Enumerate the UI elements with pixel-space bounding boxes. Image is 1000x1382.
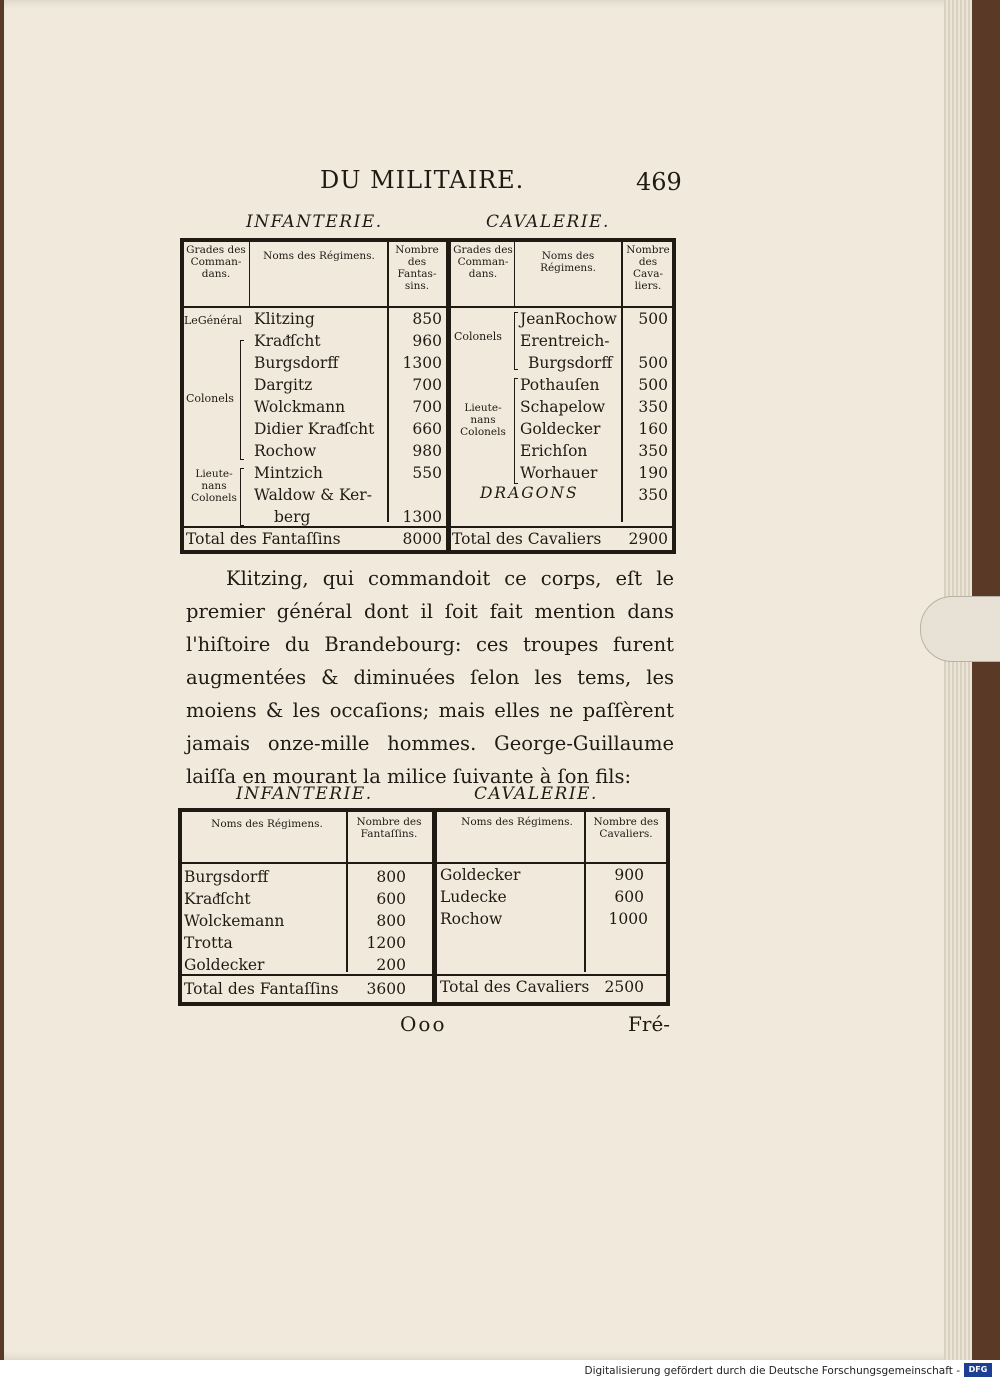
table2-cav-total-value: 2500	[604, 978, 644, 996]
table1-inf-name: Burgsdorff	[254, 354, 339, 372]
table1-inf-brace-lieut	[240, 468, 244, 526]
table1-inf-value: 960	[412, 332, 442, 350]
table2-inf-total-rule	[182, 974, 432, 976]
table1-cav-value: 350	[638, 486, 668, 504]
table2-inf-value: 800	[376, 868, 406, 886]
table1-cav-total-rule	[451, 526, 672, 528]
catchword: Fré-	[628, 1012, 671, 1036]
table1	[180, 238, 676, 554]
table2-inf-value: 600	[376, 890, 406, 908]
table2-inf-total-value: 3600	[366, 980, 406, 998]
table2-inf-header-noms: Noms des Régimens.	[211, 818, 323, 830]
table1-inf-header-noms: Noms des Régimens.	[263, 250, 375, 262]
table1-cav-value: 350	[638, 442, 668, 460]
table1-cav-value: 350	[638, 398, 668, 416]
table1-inf-value: 1300	[402, 508, 442, 526]
table1-cav-total-value: 2900	[628, 530, 668, 548]
table2-header-rule	[182, 862, 666, 864]
table1-inf-name: Kraᵭſcht	[254, 332, 321, 350]
page-edge	[944, 0, 972, 1360]
table1-inf-name: Mintzich	[254, 464, 323, 482]
table1-inf-value: 980	[412, 442, 442, 460]
table2-cav-total-label: Total des Cavaliers	[440, 978, 590, 996]
table1-inf-total-rule	[184, 526, 446, 528]
table2-cav-header-noms: Noms des Régimens.	[461, 816, 573, 828]
footer-credit: Digitalisierung gefördert durch die Deutsche Forschungsgemeinschaft -	[584, 1365, 960, 1377]
table1-cav-total-label: Total des Cavaliers	[452, 530, 602, 548]
table2-infantry-caption: INFANTERIE.	[236, 784, 373, 804]
table1-cav-name: Pothauſen	[520, 376, 600, 394]
table1-inf-value: 1300	[402, 354, 442, 372]
table2-inf-header-nombre: Nombre des Fantaſſins.	[356, 816, 422, 840]
table1-inf-value: 660	[412, 420, 442, 438]
table1-inf-value: 700	[412, 398, 442, 416]
table2-cav-name: Rochow	[440, 910, 503, 928]
table1-cav-name: Schapelow	[520, 398, 606, 416]
table1-cav-grade-lieut: Lieute- nans Colonels	[460, 402, 506, 438]
table1-grade-colonels: Colonels	[186, 392, 234, 405]
table1-cav-name: Goldecker	[520, 420, 601, 438]
running-title: DU MILITAIRE.	[320, 166, 525, 194]
table1-cav-value: 160	[638, 420, 668, 438]
table1-cav-value: 500	[638, 310, 668, 328]
table1-cav-name: Erentreich-	[520, 332, 610, 350]
table1-cavalry-caption: CAVALERIE.	[486, 212, 610, 232]
table1-inf-total-value: 8000	[402, 530, 442, 548]
page-tab-marker	[920, 596, 1000, 662]
table2-cav-name: Goldecker	[440, 866, 521, 884]
table2-inf-name: Trotta	[184, 934, 233, 952]
table2-cav-value: 1000	[608, 910, 648, 928]
table1-cav-header-nombre: Nombre des Cava-liers.	[626, 244, 670, 292]
table1-cav-name: JeanRochow	[520, 310, 617, 328]
table2-cav-name: Ludecke	[440, 888, 507, 906]
body-paragraph	[186, 562, 674, 793]
body-paragraph-text: Klitzing, qui commandoit ce corps, eſt le premier général dont il ſoit fait mention dans l'hiſtoire du Brandebourg: ces troupes furent augmentées & diminuées ſelon les tems, les moiens & les occaſions; mais elles ne paſſèrent jamais onze-mille hommes. George-Guillaume laiſſa en mourant la milice ſuivante à ſon fils:	[186, 567, 674, 788]
dfg-logo-icon[interactable]: DFG	[964, 1363, 992, 1377]
table2-inf-value: 800	[376, 912, 406, 930]
table2-inf-name: Kraᵭſcht	[184, 890, 251, 908]
table2-cav-value: 900	[614, 866, 644, 884]
table1-cav-brace-lieut	[514, 378, 518, 484]
table1-inf-value: 550	[412, 464, 442, 482]
footer-bar	[0, 1360, 1000, 1382]
table1-inf-name: Dargitz	[254, 376, 313, 394]
table1-inf-total-label: Total des Fantaſſins	[186, 530, 341, 548]
table1-inf-name: berg	[274, 508, 311, 526]
table1-header-rule	[184, 306, 672, 308]
table1-cav-name: Erichſon	[520, 442, 588, 460]
table1-cav-header-noms: Noms des Régimens.	[540, 250, 596, 274]
table1-inf-value: 700	[412, 376, 442, 394]
table2-inf-value: 200	[376, 956, 406, 974]
table1-cav-name: Worhauer	[520, 464, 598, 482]
table2-inf-name: Wolckemann	[184, 912, 285, 930]
table1-center-divider	[446, 242, 451, 550]
table1-grade-lieut: Lieute- nans Colonels	[191, 468, 237, 504]
table1-cav-name: Burgsdorff	[528, 354, 613, 372]
table1-cav-header-grades: Grades des Comman-dans.	[453, 244, 513, 280]
table2-cavalry-caption: CAVALERIE.	[474, 784, 598, 804]
table1-inf-name: Klitzing	[254, 310, 315, 328]
table1-cav-value: 500	[638, 376, 668, 394]
table1-cav-name: DRAGONS	[480, 484, 579, 502]
table1-cav-value: 500	[638, 354, 668, 372]
table1-inf-header-grades: Grades des Comman-dans.	[186, 244, 246, 280]
table1-inf-value: 850	[412, 310, 442, 328]
table1-inf-name: Waldow & Ker-	[254, 486, 372, 504]
table1-infantry-caption: INFANTERIE.	[246, 212, 383, 232]
table1-cav-grade-colonels: Colonels	[454, 330, 502, 343]
table2-cav-header-nombre: Nombre des Cavaliers.	[593, 816, 659, 840]
table2-cav-value: 600	[614, 888, 644, 906]
table1-inf-header-nombre: Nombre des Fantas-sins.	[395, 244, 439, 292]
table1-inf-name: Wolckmann	[254, 398, 346, 416]
table2	[178, 808, 670, 1006]
table1-grade-general: LeGénéral	[184, 314, 243, 327]
signature-mark: Ooo	[400, 1012, 447, 1036]
table1-inf-name: Rochow	[254, 442, 317, 460]
table1-cav-value: 190	[638, 464, 668, 482]
table2-inf-total-label: Total des Fantaſſins	[184, 980, 339, 998]
table2-inf-value: 1200	[366, 934, 406, 952]
table2-cav-total-rule	[437, 974, 666, 976]
page-number: 469	[636, 168, 682, 196]
table1-inf-brace-colonels	[240, 340, 244, 460]
table1-inf-name: Didier Kraᵭſcht	[254, 420, 375, 438]
table2-inf-name: Burgsdorff	[184, 868, 269, 886]
table2-inf-name: Goldecker	[184, 956, 265, 974]
table1-cav-brace-colonels	[514, 312, 518, 370]
